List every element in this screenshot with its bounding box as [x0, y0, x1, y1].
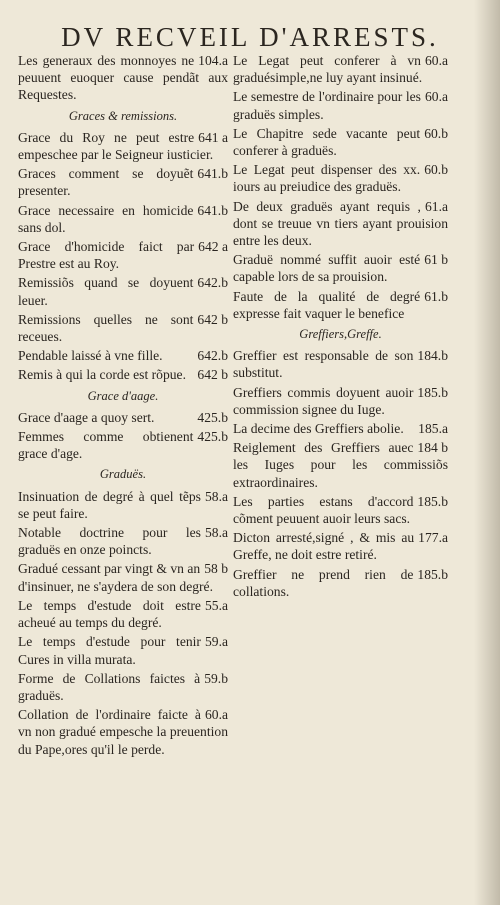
section-heading: Greffiers,Greffe. — [299, 327, 382, 342]
index-entry — [233, 198, 448, 250]
entry-text: La decime des Greffiers abolie. — [233, 421, 404, 437]
index-entry — [233, 88, 448, 122]
entry-page-ref: 641 a — [198, 129, 228, 145]
entry-text: Le temps d'estude pour tenir Cures in villa murata. — [18, 634, 201, 667]
section-heading: Graduës. — [99, 467, 147, 482]
index-entry — [18, 597, 228, 631]
entry-text: De deux graduës ayant requis , dont se treuue vn tiers ayant prouision entre les deux. — [233, 198, 448, 249]
entry-page-ref: 642.b — [197, 275, 228, 291]
right-column — [233, 52, 448, 602]
entry-page-ref: 184.b — [417, 348, 448, 364]
entry-text: Pendable laissé à vne fille. — [18, 348, 163, 364]
entry-page-ref: 642 a — [198, 239, 228, 255]
entry-text: Dicton arresté,signé , & mis au Greffe, ne doit estre retiré. — [233, 530, 415, 563]
index-entry — [18, 633, 228, 667]
entry-page-ref: 61.a — [424, 198, 448, 214]
index-entry — [18, 488, 228, 522]
index-entry — [233, 52, 448, 86]
entry-page-ref: 185.b — [417, 493, 448, 509]
entry-text: Forme de Collations faictes à graduës. — [18, 670, 201, 703]
entry-text: Les parties estans d'accord cõment peuuent auoir leurs sacs. — [233, 493, 414, 527]
entry-page-ref: 55.a — [204, 597, 228, 613]
entry-page-ref: 59.b — [204, 670, 228, 686]
index-entry — [233, 347, 448, 381]
section-heading: Graces & remissions. — [68, 108, 178, 123]
entry-text: Remissiõs quand se doyuent leuer. — [18, 275, 194, 308]
entry-page-ref: 58.a — [204, 525, 228, 541]
entry-page-ref: 60.b — [424, 162, 448, 178]
index-entry — [18, 409, 228, 426]
index-entry — [233, 161, 448, 195]
index-entry — [18, 670, 228, 704]
index-entry — [18, 347, 228, 364]
entry-page-ref: 58.a — [204, 488, 228, 504]
entry-text: Graces comment se doyuẽt presenter. — [18, 166, 194, 199]
page-gutter-shadow — [474, 0, 500, 905]
entry-page-ref: 104.a — [198, 53, 228, 68]
left-column — [18, 52, 228, 760]
entry-text: Le Chapitre sede vacante peut conferer à graduës. — [233, 125, 421, 159]
entry-text: Greffier est responsable de son substitut. — [233, 348, 414, 381]
section-heading: Grace d'aage. — [87, 388, 159, 403]
entry-page-ref: 642 b — [197, 311, 228, 327]
entry-page-ref: 641.b — [197, 202, 228, 218]
index-entry — [233, 566, 448, 600]
entry-page-ref: 61.b — [424, 288, 448, 304]
entry-page-ref: 642 b — [197, 367, 228, 383]
entry-text: Grace necessaire en homicide sans dol. — [18, 202, 194, 235]
entry-text: Le semestre de l'ordinaire pour les graduës simples. — [233, 89, 421, 122]
entry-text: Gradué cessant par vingt & vn an d'insinuer, ne s'aydera de son degré. — [18, 561, 213, 594]
index-entry — [233, 420, 448, 437]
entry-text: Insinuation de degré à quel tẽps se peut faire. — [18, 488, 201, 521]
index-entry — [18, 366, 228, 383]
entry-text: Le Legat peut dispenser des xx. iours au preiudice des graduës. — [233, 162, 421, 195]
entry-page-ref: 177.a — [418, 530, 448, 546]
entry-text: Faute de la qualité de degré expresse fait vaquer le benefice — [233, 288, 421, 321]
entry-text: Grace du Roy ne peut estre empeschee par le Seigneur iusticier. — [18, 129, 214, 163]
entry-text: Le temps d'estude doit estre acheué au temps du degré. — [18, 597, 201, 631]
entry-text: Grace d'aage a quoy sert. — [18, 409, 155, 425]
entry-text: Remissions quelles ne sont receues. — [18, 311, 194, 345]
index-entry — [233, 529, 448, 563]
entry-page-ref: 185.b — [417, 566, 448, 582]
running-head: DV RECVEIL D'ARRESTS. — [61, 22, 439, 52]
index-entry — [233, 288, 448, 322]
entry-text: Le Legat peut conferer à vn graduésimple,ne luy ayant insinué. — [233, 53, 423, 86]
entry-text: Grace d'homicide faict par Prestre est au Roy. — [18, 239, 195, 272]
entry-page-ref: 60.a — [424, 53, 448, 68]
entry-page-ref: 184 b — [417, 440, 448, 456]
index-entry — [18, 706, 228, 758]
entry-text: Greffiers commis doyuent auoir commission signee du Iuge. — [233, 384, 414, 417]
index-entry — [233, 251, 448, 285]
entry-page-ref: 61 b — [424, 252, 448, 268]
entry-text: Reiglement des Greffiers auec les Iuges pour les commissiõs extraordinaires. — [233, 440, 448, 490]
index-entry — [18, 129, 228, 163]
entry-page-ref: 425.b — [197, 429, 228, 445]
index-entry — [233, 493, 448, 527]
index-entry — [18, 428, 228, 462]
index-entry — [18, 524, 228, 558]
entry-page-ref: 185.b — [417, 384, 448, 400]
entry-text: Femmes comme obtienent grace d'age. — [18, 429, 194, 462]
entry-text: Graduë nommé suffit auoir esté capable lors de sa prouision. — [233, 252, 421, 285]
entry-text: Les generaux des monnoyes ne peuuent euoquer cause pendãt aux Requestes. — [18, 53, 228, 103]
entry-page-ref: 58 b — [204, 561, 228, 577]
index-entry — [18, 560, 228, 594]
entry-page-ref: 59.a — [204, 634, 228, 650]
index-entry — [18, 52, 228, 104]
index-entry — [233, 384, 448, 418]
index-entry — [18, 202, 228, 236]
entry-page-ref: 641.b — [197, 166, 228, 182]
index-entry — [18, 311, 228, 345]
entry-page-ref: 185.a — [418, 421, 448, 437]
entry-page-ref: 425.b — [197, 409, 228, 425]
index-entry — [18, 238, 228, 272]
index-entry — [233, 125, 448, 159]
entry-page-ref: 60.b — [424, 125, 448, 141]
entry-text: Remis à qui la corde est rõpue. — [18, 367, 186, 383]
entry-text: Notable doctrine pour les graduës en onze poincts. — [18, 525, 201, 558]
entry-text: Greffier ne prend rien de collations. — [233, 566, 414, 599]
entry-page-ref: 60.a — [424, 89, 448, 105]
index-entry — [233, 439, 448, 491]
entry-page-ref: 60.a — [204, 707, 228, 723]
entry-page-ref: 642.b — [197, 348, 228, 364]
index-entry — [18, 274, 228, 308]
entry-text: Collation de l'ordinaire faicte à vn non gradué empesche la preuention du Pape,ores qu'il le perde. — [18, 707, 228, 757]
index-entry — [18, 165, 228, 199]
